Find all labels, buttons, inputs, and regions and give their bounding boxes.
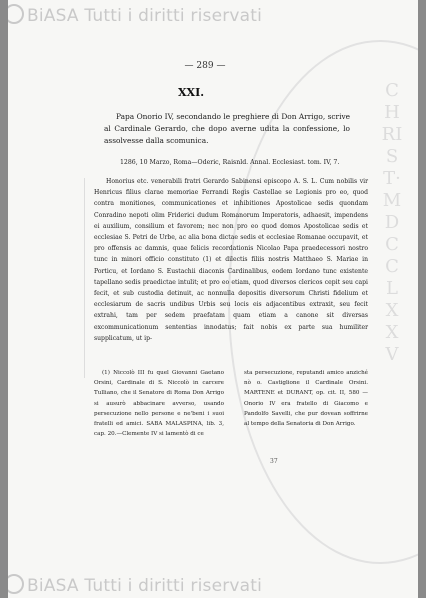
- watermark-top: [8, 4, 262, 26]
- signature-mark: 37: [270, 458, 278, 465]
- watermark-logo-icon: [8, 574, 24, 594]
- document-citation: 1286, 10 Marzo, Roma—Oderic, Raisnld. Annal. Ecclesiast. tom. IV, 7.: [120, 159, 340, 166]
- watermark-bottom-text: BiASA Tutti i diritti riservati: [27, 576, 263, 596]
- watermark-logo-icon: [8, 4, 24, 24]
- document-body: Honorius etc. venerabili fratri Gerardo Sabinensi episcopo A. S. L. Cum nobilis vir Henricus filius clarae memoriae Ferrandi Regis Castellae se Legionis pro eo, quod contra monitiones, communicationes et inhibitiones Apostolicae sedis quondam Conradino nepoti olim Friderici dudum Romanorum Imperatoris, adhaesit, impendens ei auxilium, consilium et favorem; nec non pro eo quod domos Apostolicae sedis et ecclesiae S. Petri de Urbe, ac alia bona dictae sedis et ecclesiae Romanae occupavit, et pro offensis ac damnis, quae felicis recordationis Nicolao Papa praedecessori nostro tunc in minori officio constituto (1) et dilectis filiis nostris Matthaeo S. Mariae in Porticu, et Iordano S. Eustachii diaconis Cardinalibus, eodem Iordano tunc existente tapellano sedis praedictae intulit; et pro eo etiam, quod diversos clericos cepit seu capi fecit, et sub custodia detinuit, ac nonnulla depositis diversorum Christi fidelium et ecclesiarum de sacris undibus Urbis seu locis eis adjacentibus extraxit, seu fecit extrahi, tam per sedem praefatam quam etiam a canone sit diversas excommunicationum sententias innodatus; fait nobis ex parte sua humiliter supplicatum, ut ip-: [94, 178, 368, 342]
- page-number: — 289 —: [184, 61, 226, 71]
- watermark-bottom: [8, 574, 262, 596]
- seal-text: CHRIST·MDCCLXXV: [381, 80, 403, 365]
- watermark-top-text: BiASA Tutti i diritti riservati: [27, 6, 263, 26]
- document-heading: XXI.: [178, 86, 205, 99]
- document-page: [8, 0, 418, 598]
- footnote-right: sta persecuzione, reputandi amico anziché nò o. Castiglione il Cardinale Orsini. MARTENE et DURANT, op. cit. II, 580 — Onorio IV era fratello di Giacomo e Pandolfo Savelli, che pur dovean soffrirne al tempo della Senatoria di Don Arrigo.: [244, 370, 368, 428]
- document-summary: Papa Onorio IV, secondando le preghiere di Don Arrigo, scrive al Cardinale Gerardo, che dopo averne udita la confessione, lo assolvesse dalla scomunica.: [104, 112, 350, 145]
- footnote-left: (1) Niccolò III fu quel Giovanni Gaetano Orsini, Cardinale di S. Niccolò in carcere Tulliano, che il Senatore di Roma Don Arrigo si ausurò abbacinare avverso, usando persecuzione nello persone e ne'beni i suoi fratelli ed amici. SABA MALASPINA, lib. 3, cap. 20.—Clemente IV si lamentò di ce: [94, 370, 224, 438]
- margin-rule: [84, 178, 85, 378]
